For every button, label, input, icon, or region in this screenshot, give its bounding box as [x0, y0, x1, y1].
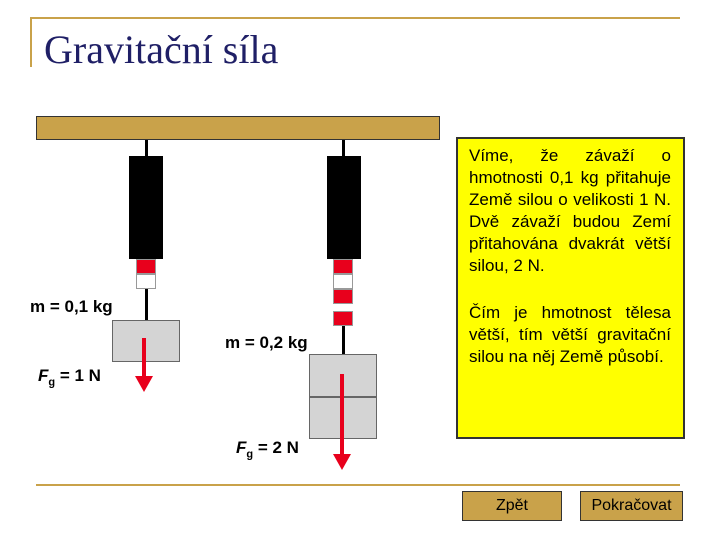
left-scale-stripe	[136, 259, 156, 274]
support-beam	[36, 116, 440, 140]
right-scale-rod	[342, 326, 345, 354]
right-mass-label: m = 0,2 kg	[225, 333, 308, 352]
right-force-arrow	[333, 454, 351, 470]
info-paragraph-2: Čím je hmotnost tělesa větší, tím větší gravitační silou na něj Země působí.	[469, 303, 671, 366]
left-scale-hook	[145, 140, 148, 156]
force-subscript: g	[48, 376, 56, 389]
right-scale-stripe	[333, 274, 353, 289]
left-scale-rod	[145, 289, 148, 320]
frame-bottom-line	[36, 484, 680, 486]
force-symbol: F	[236, 438, 247, 457]
back-button[interactable]: Zpět	[462, 491, 562, 521]
left-weight-block	[112, 320, 180, 362]
frame-left-line	[30, 17, 32, 67]
right-scale-body	[327, 156, 361, 259]
info-box	[456, 137, 685, 439]
left-force-arrow	[135, 376, 153, 392]
force-value: = 1 N	[55, 366, 101, 385]
right-force-label	[236, 438, 299, 460]
right-scale-stripe	[333, 289, 353, 304]
frame-top-line	[30, 17, 680, 19]
force-symbol: F	[38, 366, 49, 385]
continue-button[interactable]: Pokračovat	[580, 491, 683, 521]
force-subscript: g	[246, 448, 254, 461]
force-value: = 2 N	[253, 438, 299, 457]
info-paragraph-1: Víme, že závaží o hmotnosti 0,1 kg přitahuje Země silou o velikosti 1 N. Dvě závaží budou Zemí přitahována dvakrát větší silou, 2 N.	[469, 146, 671, 275]
right-scale-hook	[342, 140, 345, 156]
page-title: Gravitační síla	[44, 27, 279, 72]
right-scale-stripe	[333, 311, 353, 326]
right-force-arrow	[340, 374, 344, 456]
left-force-arrow	[142, 338, 146, 378]
right-scale-stripe	[333, 259, 353, 274]
left-force-label	[38, 366, 101, 388]
left-mass-label: m = 0,1 kg	[30, 297, 113, 316]
left-scale-body	[129, 156, 163, 259]
left-scale-stripe	[136, 274, 156, 289]
